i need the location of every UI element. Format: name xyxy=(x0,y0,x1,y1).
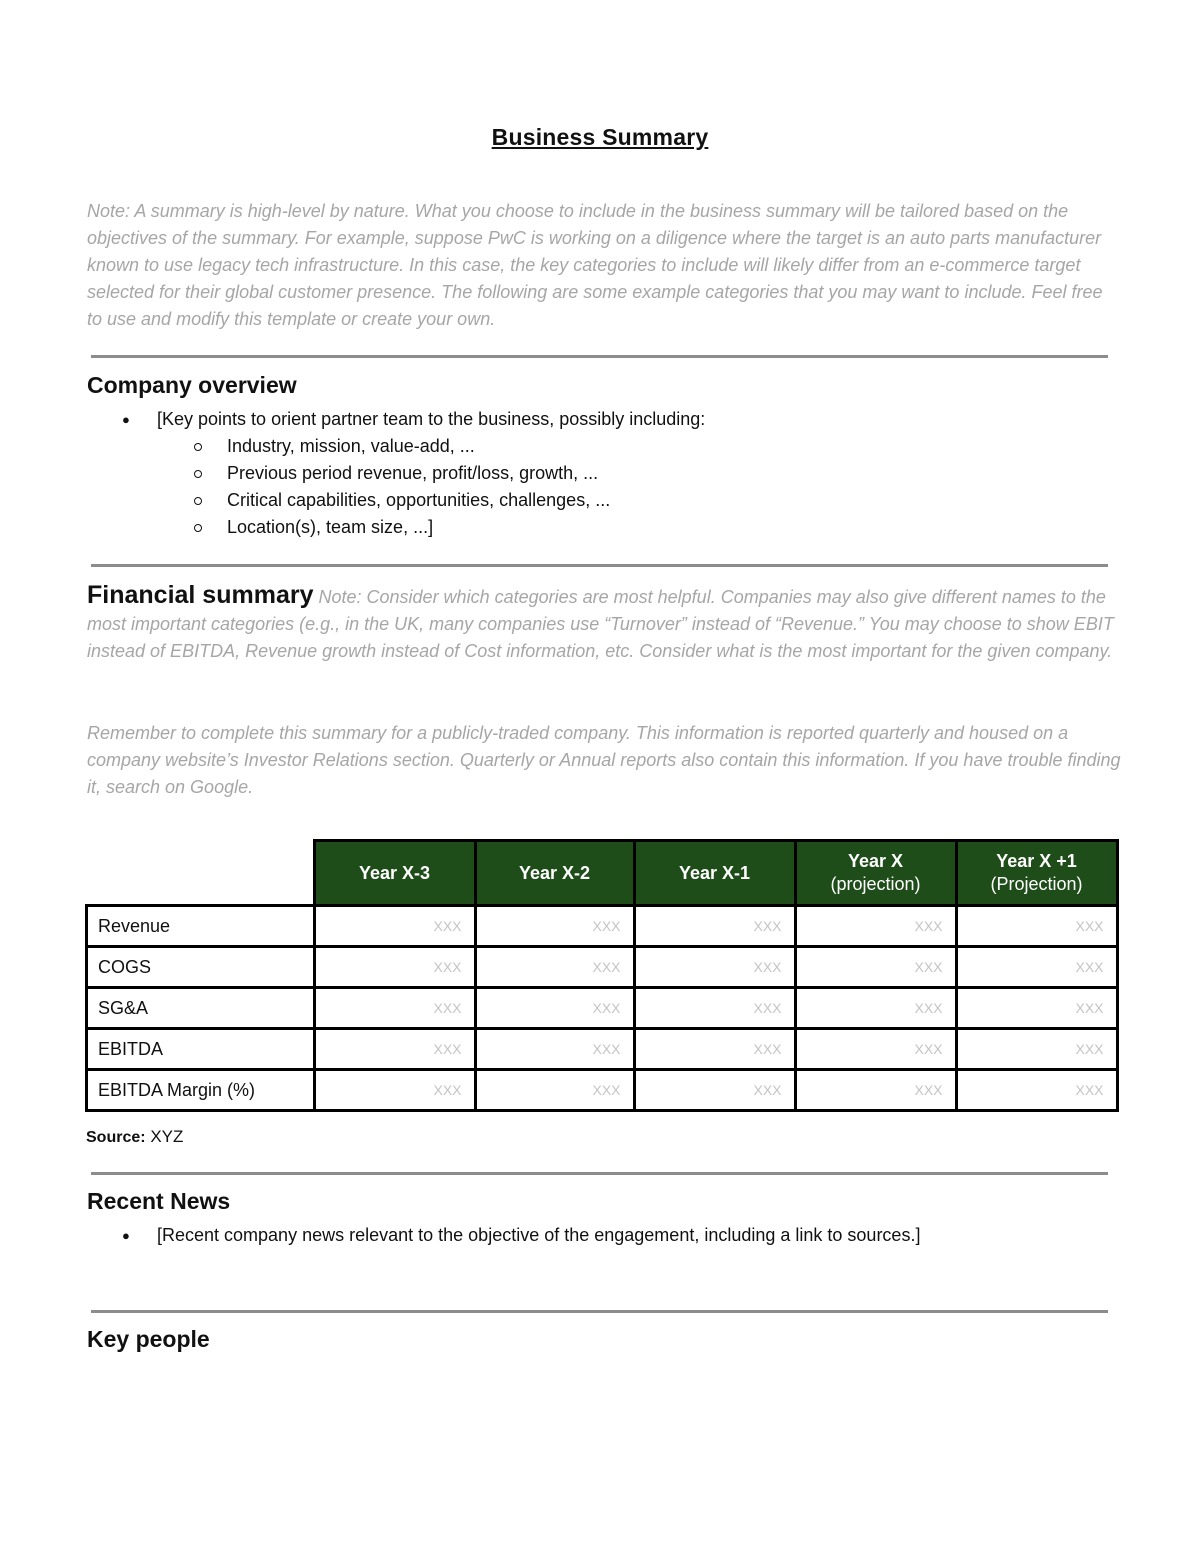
table-cell: XXX xyxy=(634,906,795,947)
divider xyxy=(91,1172,1108,1175)
table-source xyxy=(86,1127,183,1147)
financial-summary-block xyxy=(87,582,1127,665)
table-row xyxy=(87,947,1118,988)
column-header: Year X +1 (Projection) xyxy=(956,841,1117,906)
row-label: EBITDA Margin (%) xyxy=(87,1070,315,1111)
table-cell: XXX xyxy=(795,988,956,1029)
table-cell: XXX xyxy=(475,906,634,947)
table-row xyxy=(87,1070,1118,1111)
divider xyxy=(91,564,1108,567)
table-row xyxy=(87,988,1118,1029)
financial-summary-reminder: Remember to complete this summary for a publicly-traded company. This information is reported quarterly and housed on a company website’s Investor Relations section. Quarterly or Annual reports also contain this information. If you have trouble finding it, search on Google. xyxy=(87,723,1121,797)
table-cell: XXX xyxy=(634,947,795,988)
divider xyxy=(91,355,1108,358)
table-cell: XXX xyxy=(634,1070,795,1111)
table-row xyxy=(87,1029,1118,1070)
table-row xyxy=(87,906,1118,947)
row-label: SG&A xyxy=(87,988,315,1029)
recent-news-list xyxy=(87,1222,920,1249)
table-cell: XXX xyxy=(795,1029,956,1070)
company-overview-heading: Company overview xyxy=(87,372,297,398)
key-people-heading: Key people xyxy=(87,1326,210,1352)
list-item: Previous period revenue, profit/loss, growth, ... xyxy=(157,460,705,487)
table-cell: XXX xyxy=(956,1070,1117,1111)
table-cell: XXX xyxy=(956,906,1117,947)
page-title: Business Summary xyxy=(491,124,709,150)
table-cell: XXX xyxy=(795,906,956,947)
table-header-row xyxy=(87,841,1118,906)
table-cell: XXX xyxy=(795,947,956,988)
table-cell: XXX xyxy=(314,1070,475,1111)
table-cell: XXX xyxy=(475,947,634,988)
table-cell: XXX xyxy=(475,1029,634,1070)
divider xyxy=(91,1310,1108,1313)
list-item: Industry, mission, value-add, ... xyxy=(157,433,705,460)
list-item: Location(s), team size, ...] xyxy=(157,514,705,541)
table-cell: XXX xyxy=(314,988,475,1029)
list-item: ● [Recent company news relevant to the objective of the engagement, including a link to sources.] xyxy=(87,1222,920,1249)
table-cell: XXX xyxy=(314,947,475,988)
table-cell: XXX xyxy=(634,988,795,1029)
table-corner-cell xyxy=(87,841,315,906)
column-header: Year X (projection) xyxy=(795,841,956,906)
table-cell: XXX xyxy=(314,906,475,947)
intro-note: Note: A summary is high-level by nature. What you choose to include in the business summary will be tailored based on the objectives of the summary. For example, suppose PwC is working on a diligence where the target is an auto parts manufacturer known to use legacy tech infrastructure. In this case, the key categories to include will likely differ from an e-commerce target selected for their global customer presence. The following are some example categories that you may want to include. Feel free to use and modify this template or create your own. xyxy=(87,201,1103,329)
table-cell: XXX xyxy=(956,988,1117,1029)
table-cell: XXX xyxy=(956,1029,1117,1070)
row-label: EBITDA xyxy=(87,1029,315,1070)
company-overview-bullet: [Key points to orient partner team to the business, possibly including: xyxy=(157,409,706,429)
list-item: Critical capabilities, opportunities, challenges, ... xyxy=(157,487,705,514)
recent-news-heading: Recent News xyxy=(87,1188,231,1214)
column-header: Year X-2 xyxy=(475,841,634,906)
financial-summary-heading: Financial summary xyxy=(87,581,314,609)
company-overview-list xyxy=(87,406,705,541)
table-cell: XXX xyxy=(314,1029,475,1070)
table-cell: XXX xyxy=(475,1070,634,1111)
row-label: COGS xyxy=(87,947,315,988)
table-cell: XXX xyxy=(475,988,634,1029)
table-cell: XXX xyxy=(795,1070,956,1111)
financial-summary-note: Note: Consider which categories are most helpful. Companies may also give different names to the most important categories (e.g., in the UK, many companies use “Turnover” instead of “Revenue.” You may choose to show EBIT instead of EBITDA, Revenue growth instead of Cost information, etc. Consider what is the most important for the given company. xyxy=(87,587,1114,661)
column-header: Year X-1 xyxy=(634,841,795,906)
table-cell: XXX xyxy=(956,947,1117,988)
source-value: XYZ xyxy=(150,1127,184,1146)
list-item xyxy=(87,406,705,541)
company-overview-sublist xyxy=(157,433,705,541)
financial-table xyxy=(85,839,1119,1112)
column-header: Year X-3 xyxy=(314,841,475,906)
row-label: Revenue xyxy=(87,906,315,947)
source-label: Source: xyxy=(86,1129,146,1146)
table-cell: XXX xyxy=(634,1029,795,1070)
